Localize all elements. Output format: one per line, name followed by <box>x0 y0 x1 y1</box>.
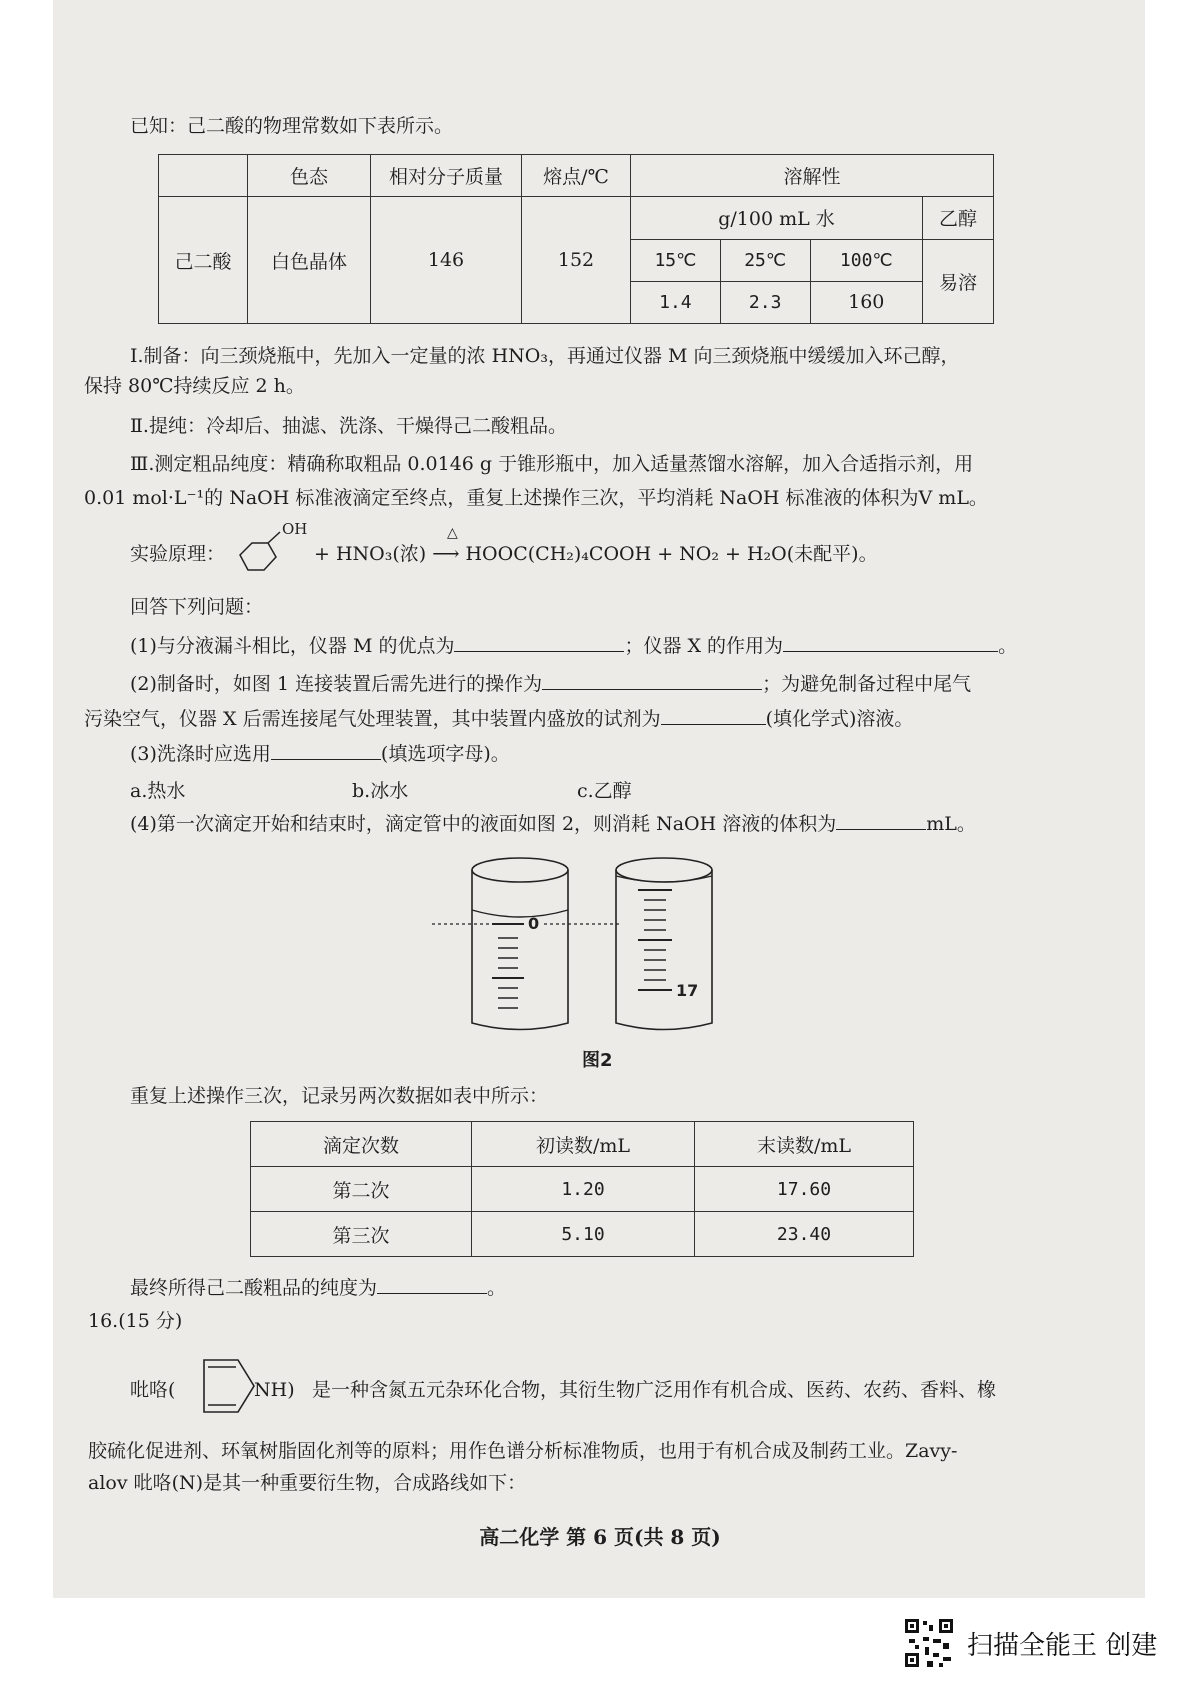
step1-line2: 保持 80℃持续反应 2 h。 <box>84 375 305 397</box>
step1-line1: Ⅰ.制备：向三颈烧瓶中，先加入一定量的浓 HNO₃，再通过仪器 M 向三颈烧瓶中缓缓加入环己醇， <box>130 345 960 367</box>
table-row <box>251 1167 914 1212</box>
scanner-watermark <box>903 1615 1183 1671</box>
q16-text1: 是一种含氮五元杂环化合物，其衍生物广泛用作有机合成、医药、农药、香料、橡 <box>312 1379 997 1401</box>
option-c: c.乙醇 <box>577 780 632 802</box>
properties-temp-100: 100℃ <box>810 239 922 281</box>
q4-text-b: mL。 <box>926 813 976 835</box>
burette-figure <box>430 848 750 1038</box>
q2-text-d: (填化学式)溶液。 <box>765 708 914 730</box>
burette-17-label: 17 <box>676 981 699 1000</box>
titration-row2-label: 第二次 <box>251 1167 472 1212</box>
purity-blank[interactable] <box>377 1275 487 1294</box>
properties-sol-25: 2.3 <box>720 281 810 323</box>
option-a: a.热水 <box>130 780 186 802</box>
titration-row2-initial: 1.20 <box>472 1167 695 1212</box>
q1-text-end: 。 <box>998 635 1018 657</box>
principle-label: 实验原理： <box>130 543 226 565</box>
properties-header-molar-mass: 相对分子质量 <box>371 155 522 197</box>
question-3 <box>130 741 510 767</box>
q4-text-a: (4)第一次滴定开始和结束时，滴定管中的液面如图 2，则消耗 NaOH 溶液的体积为 <box>130 813 837 835</box>
titration-row3-label: 第三次 <box>251 1212 472 1257</box>
oh-label: OH <box>282 520 308 538</box>
purity-text-a: 最终所得己二酸粗品的纯度为 <box>130 1277 378 1299</box>
q2-text-b: ；为避免制备过程中尾气 <box>762 673 972 695</box>
scanner-label: 扫描全能王 创建 <box>967 1631 1158 1661</box>
table-row <box>251 1212 914 1257</box>
properties-header-solubility: 溶解性 <box>631 155 994 197</box>
known-intro: 已知：己二酸的物理常数如下表所示。 <box>130 115 454 137</box>
qr-code-icon <box>903 1617 955 1669</box>
step2: Ⅱ.提纯：冷却后、抽滤、洗涤、干燥得己二酸粗品。 <box>130 415 567 437</box>
page-footer: 高二化学 第 6 页(共 8 页) <box>479 1525 721 1549</box>
properties-row-name: 己二酸 <box>159 197 248 324</box>
option-b: b.冰水 <box>352 780 409 802</box>
q3-blank[interactable] <box>271 741 381 760</box>
q16-text2: 胶硫化促进剂、环氧树脂固化剂等的原料；用作色谱分析标准物质，也用于有机合成及制药工业。Zavy- <box>88 1440 958 1462</box>
q2-text-c: 污染空气，仪器 X 后需连接尾气处理装置，其中装置内盛放的试剂为 <box>84 708 661 730</box>
q1-blank-2[interactable] <box>783 633 998 652</box>
properties-table <box>158 154 994 324</box>
step3-line1: Ⅲ.测定粗品纯度：精确称取粗品 0.0146 g 于锥形瓶中，加入适量蒸馏水溶解，加入合适指示剂，用 <box>130 453 974 475</box>
q2-blank-2[interactable] <box>661 706 766 725</box>
properties-sol-100: 160 <box>810 281 922 323</box>
properties-temp-15: 15℃ <box>631 239 721 281</box>
titration-header-final: 末读数/mL <box>695 1122 914 1167</box>
properties-ethanol-solubility: 易溶 <box>923 239 994 324</box>
properties-sol-15: 1.4 <box>631 281 721 323</box>
q2-blank-1[interactable] <box>542 671 762 690</box>
heat-symbol: △ <box>447 525 458 541</box>
step3-line2: 0.01 mol·L⁻¹的 NaOH 标准液滴定至终点，重复上述操作三次，平均消耗 NaOH 标准液的体积为V mL。 <box>84 487 988 509</box>
question-1 <box>130 633 1017 659</box>
properties-sub-water: g/100 mL 水 <box>631 197 923 239</box>
q3-text-b: (填选项字母)。 <box>380 743 510 765</box>
titration-table <box>250 1121 914 1257</box>
properties-temp-25: 25℃ <box>720 239 810 281</box>
repeat-intro: 重复上述操作三次，记录另两次数据如表中所示： <box>130 1085 549 1107</box>
q1-text-a: (1)与分液漏斗相比，仪器 M 的优点为 <box>130 635 455 657</box>
purity-text-b: 。 <box>487 1277 507 1299</box>
q1-text-b: ；仪器 X 的作用为 <box>624 635 784 657</box>
principle-equation: + HNO₃(浓) ⟶ HOOC(CH₂)₄COOH + NO₂ + H₂O(未配平)。 <box>314 543 878 565</box>
properties-header-melting-point: 熔点/℃ <box>522 155 631 197</box>
burette-zero-label: 0 <box>528 914 540 933</box>
titration-row3-final: 23.40 <box>695 1212 914 1257</box>
q16-nh: NH) <box>254 1379 295 1401</box>
q16-label: 吡咯( <box>130 1379 176 1401</box>
answer-intro: 回答下列问题： <box>130 596 264 618</box>
burette-start <box>430 858 568 1030</box>
q16-text3: alov 吡咯(N)是其一种重要衍生物，合成路线如下： <box>88 1472 527 1494</box>
question-2-line1 <box>130 671 971 697</box>
properties-molar-mass: 146 <box>371 197 522 324</box>
titration-header-count: 滴定次数 <box>251 1122 472 1167</box>
properties-melting-point: 152 <box>522 197 631 324</box>
properties-header-color: 色态 <box>248 155 371 197</box>
purity-question <box>130 1275 506 1301</box>
question-4 <box>130 811 976 837</box>
q3-text-a: (3)洗涤时应选用 <box>130 743 271 765</box>
titration-row2-final: 17.60 <box>695 1167 914 1212</box>
question-2-line2 <box>84 706 913 732</box>
cyclohexanol-structure <box>228 520 318 580</box>
q2-text-a: (2)制备时，如图 1 连接装置后需先进行的操作为 <box>130 673 543 695</box>
q1-blank-1[interactable] <box>454 633 624 652</box>
q16-header: 16.(15 分) <box>88 1310 183 1332</box>
figure-caption: 图2 <box>582 1050 613 1071</box>
q4-blank[interactable] <box>836 811 926 830</box>
titration-header-initial: 初读数/mL <box>472 1122 695 1167</box>
properties-header-blank <box>159 155 248 197</box>
properties-color-state: 白色晶体 <box>248 197 371 324</box>
properties-sub-ethanol: 乙醇 <box>923 197 994 239</box>
titration-row3-initial: 5.10 <box>472 1212 695 1257</box>
burette-end <box>544 858 712 1030</box>
